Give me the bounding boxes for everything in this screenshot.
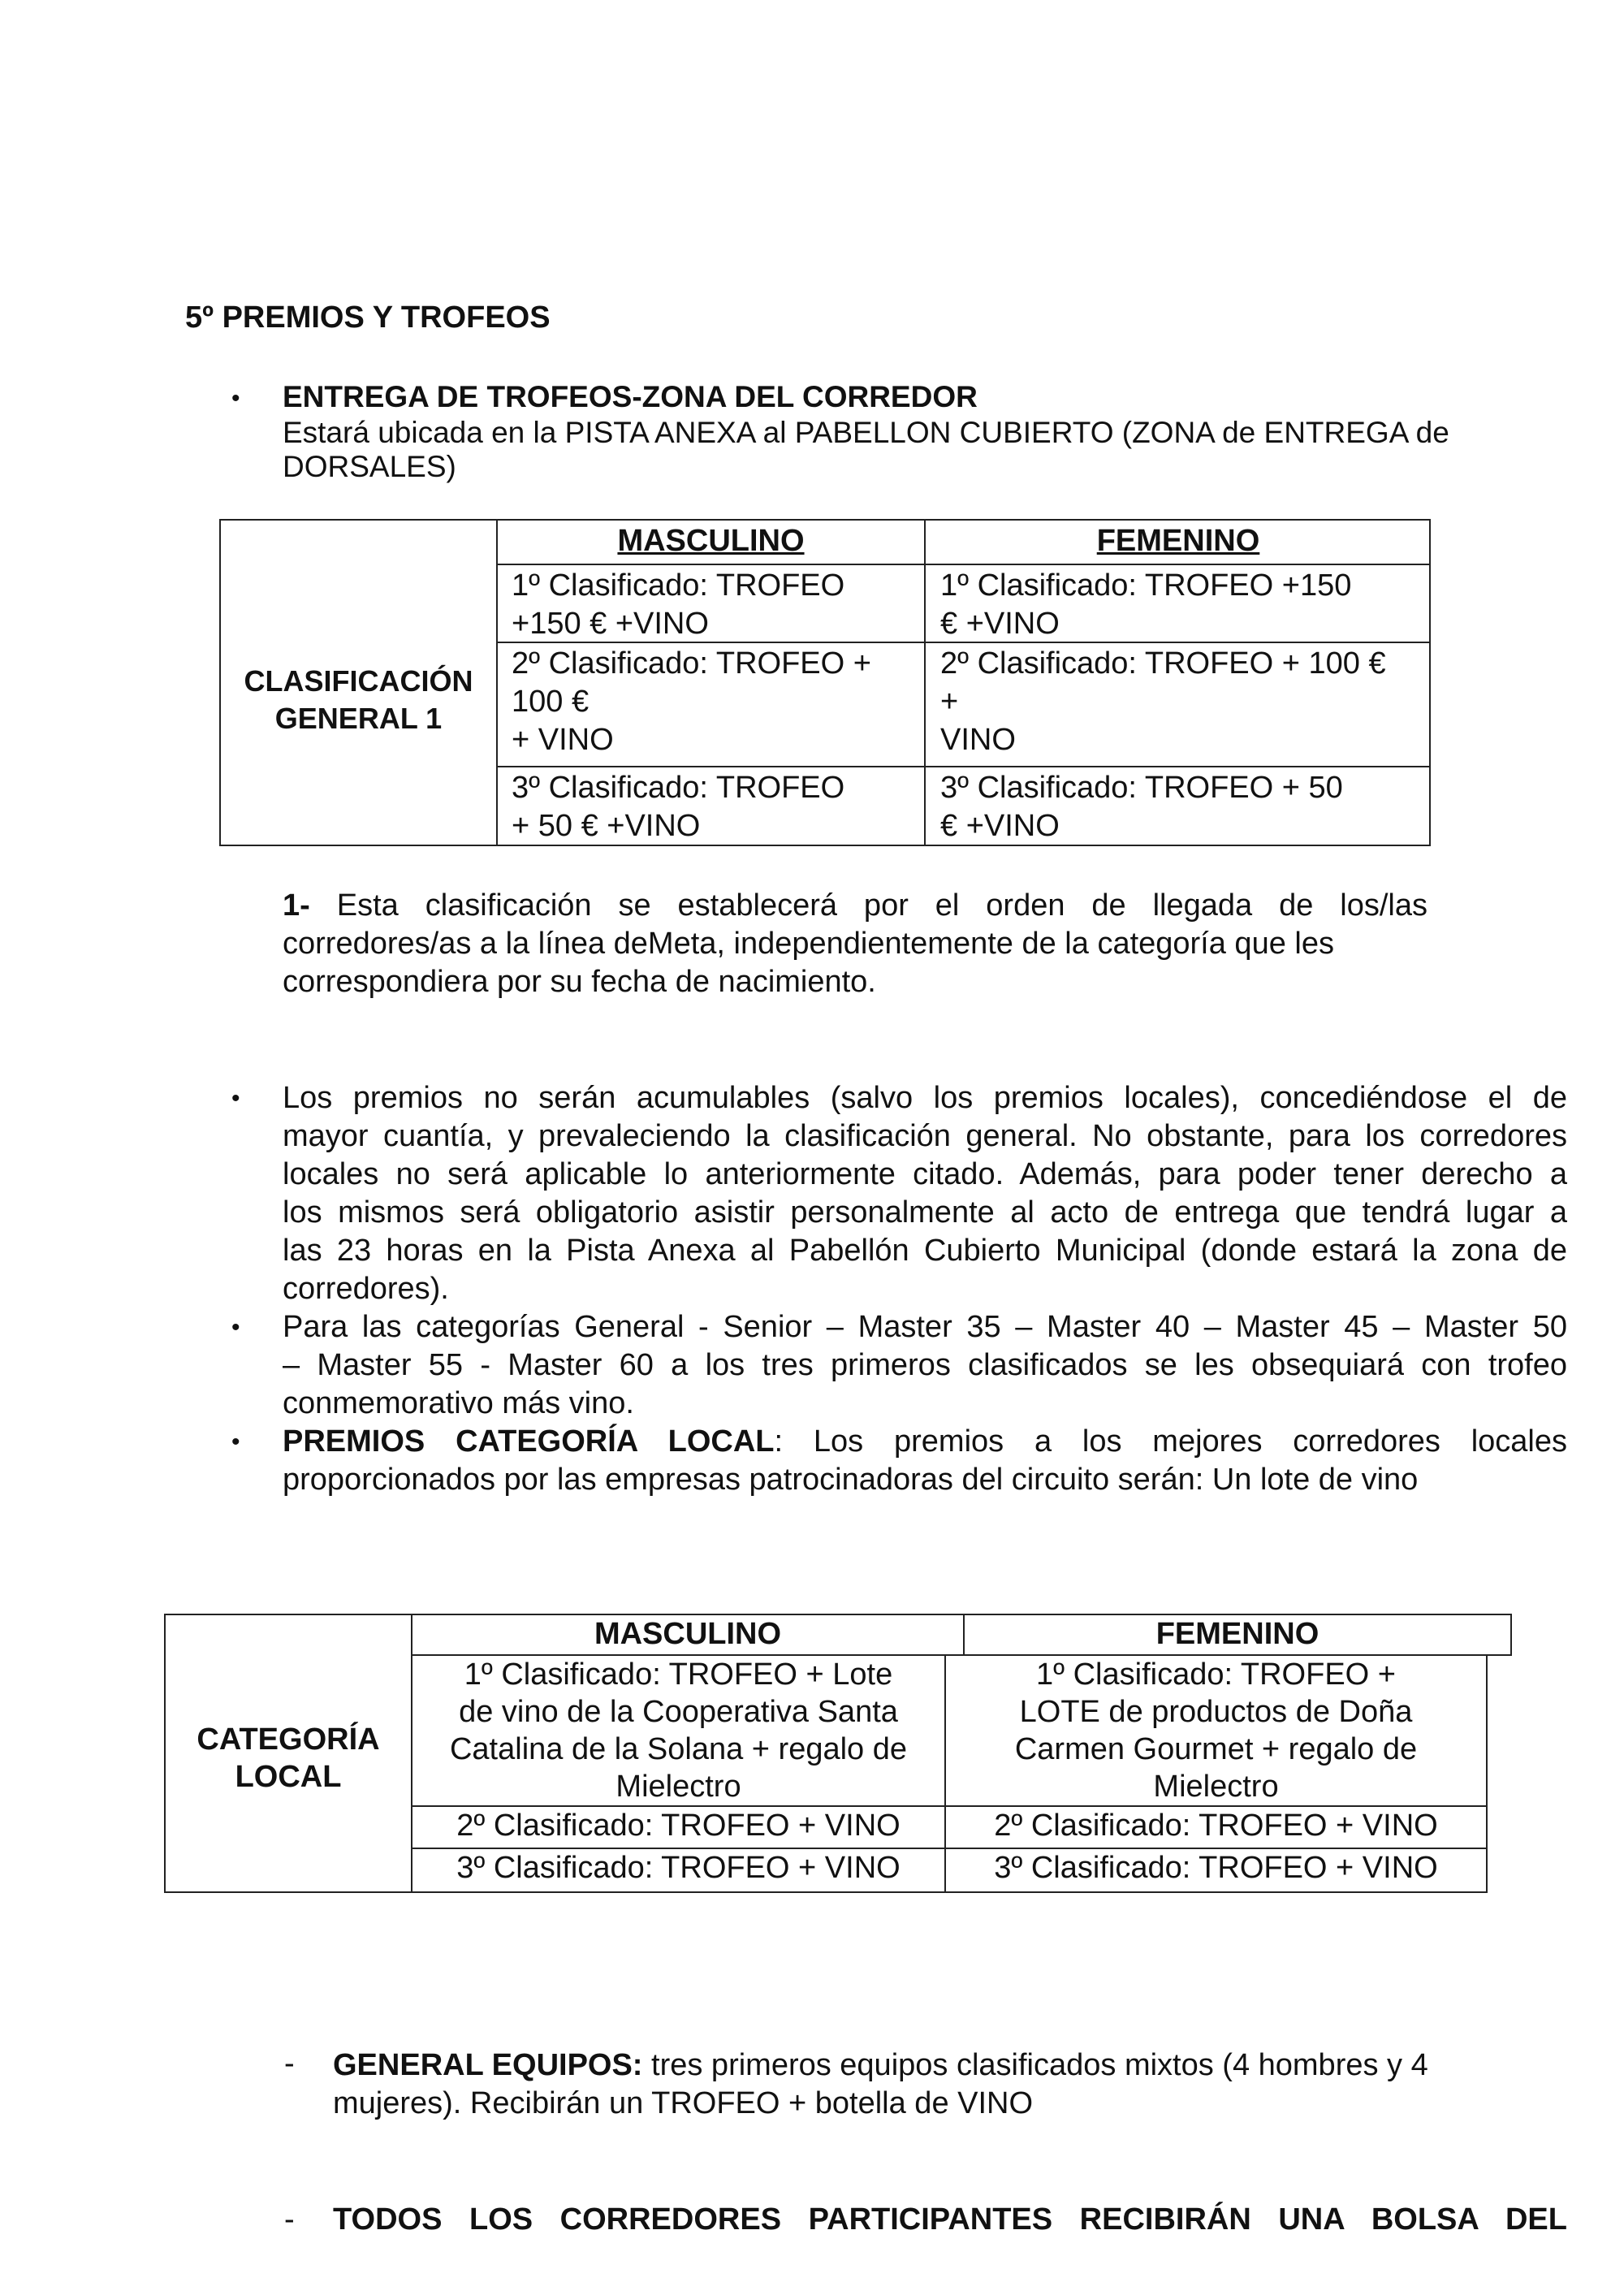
- section-title: 5º PREMIOS Y TROFEOS: [185, 300, 551, 335]
- entrega-heading: ENTREGA DE TROFEOS-ZONA DEL CORREDOR: [283, 380, 978, 413]
- f1-cell: 1º Clasificado: TROFEO +150 € +VINO: [940, 568, 1352, 641]
- local-m3-cell: 3º Clasificado: TROFEO + VINO: [456, 1851, 901, 1885]
- header-masculino-local: MASCULINO: [594, 1617, 782, 1651]
- local-f1-cell: 1º Clasificado: TROFEO + LOTE de productos de Doña Carmen Gourmet + regalo de Mielectro: [1014, 1658, 1418, 1804]
- local-m2-cell: 2º Clasificado: TROFEO + VINO: [456, 1809, 901, 1843]
- dash-marker: -: [284, 2202, 295, 2237]
- entrega-line-2: DORSALES): [283, 450, 456, 483]
- local-f3-cell: 3º Clasificado: TROFEO + VINO: [994, 1851, 1438, 1885]
- bullet-marker: •: [231, 1428, 240, 1455]
- f2-cell: 2º Clasificado: TROFEO + 100 € + VINO: [940, 646, 1386, 757]
- row-label-clasificacion: CLASIFICACIÓN GENERAL 1: [244, 664, 473, 735]
- bullet-premios-local: PREMIOS CATEGORÍA LOCAL: Los premios a los mejores corredores locales proporcionados por las empresas patrocinadoras del circuito serán: Un lote de vino: [283, 1424, 1568, 1497]
- bullet-premios-acumulables: Los premios no serán acumulables (salvo los premios locales), concediéndose el de mayor cuantía, y prevaleciendo la clasificación general. No obstante, para los corredores locales no será aplicable lo anteriormente citado. Además, para poder tener derecho a los mismos será obligatorio asistir personalmente al acto de entrega que tendrá lugar a las 23 horas en la Pista Anexa al Pabellón Cubierto Municipal (donde estará la zona de corredores).: [283, 1081, 1567, 1306]
- general-equipos-item: GENERAL EQUIPOS: tres primeros equipos clasificados mixtos (4 hombres y 4 mujeres). Recibirán un TROFEO + botella de VINO: [333, 2048, 1428, 2120]
- m3-cell: 3º Clasificado: TROFEO + 50 € +VINO: [512, 771, 845, 843]
- local-f2-cell: 2º Clasificado: TROFEO + VINO: [994, 1809, 1438, 1843]
- header-femenino-local: FEMENINO: [1155, 1617, 1320, 1651]
- f3-cell: 3º Clasificado: TROFEO + 50 € +VINO: [940, 771, 1343, 843]
- header-masculino: MASCULINO: [617, 524, 805, 558]
- row-label-categoria-local: CATEGORÍA LOCAL: [197, 1722, 380, 1794]
- todos-corredores-item: TODOS LOS CORREDORES PARTICIPANTES RECIBIRÁN UNA BOLSA DEL: [333, 2202, 1567, 2237]
- bullet-marker: •: [231, 385, 240, 412]
- dash-marker: -: [284, 2046, 295, 2081]
- clasificacion-general-table: [219, 519, 1431, 846]
- m2-cell: 2º Clasificado: TROFEO + 100 € + VINO: [512, 646, 871, 757]
- bullet-marker: •: [231, 1085, 240, 1112]
- header-femenino: FEMENINO: [1096, 524, 1260, 558]
- local-m1-cell: 1º Clasificado: TROFEO + Lote de vino de la Cooperativa Santa Catalina de la Solana + regalo de Mielectro: [449, 1658, 908, 1804]
- bullet-marker: •: [231, 1314, 240, 1341]
- bullet-categorias: Para las categorías General - Senior – Master 35 – Master 40 – Master 45 – Master 50 – Master 55 - Master 60 a los tres primeros clasificados se les obsequiará con trofeo conmemorativo más vino.: [283, 1310, 1567, 1420]
- m1-cell: 1º Clasificado: TROFEO +150 € +VINO: [512, 568, 845, 641]
- categoria-local-table: [164, 1614, 1512, 1893]
- entrega-line-1: Estará ubicada en la PISTA ANEXA al PABELLON CUBIERTO (ZONA de ENTREGA de: [283, 416, 1449, 449]
- note-1: 1- Esta clasificación se establecerá por el orden de llegada de los/las corredores/as a la línea deMeta, independientemente de la categoría que les correspondiera por su fecha de nacimiento.: [283, 888, 1427, 999]
